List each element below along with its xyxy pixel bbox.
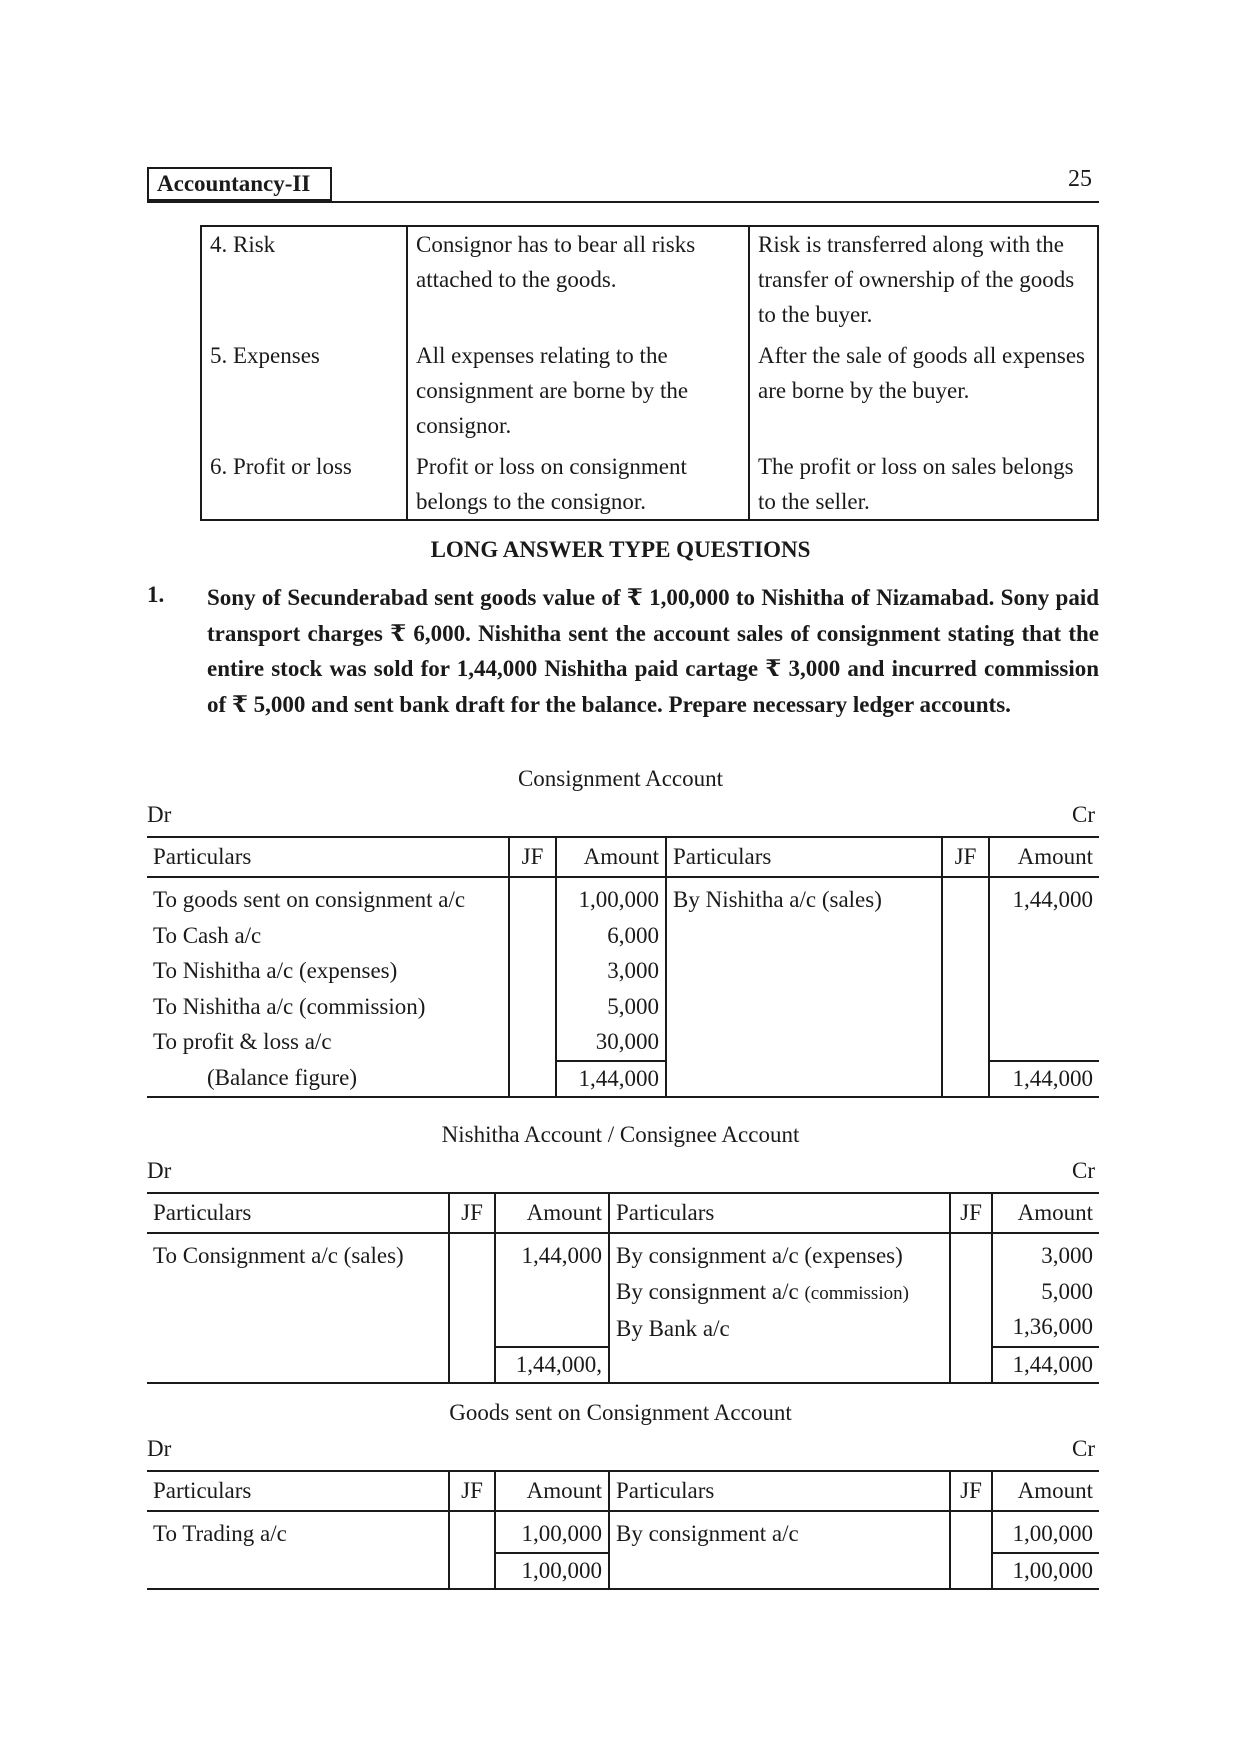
dr-label: Dr <box>147 1436 172 1461</box>
debit-jf <box>509 877 556 1061</box>
credit-amounts <box>989 877 1099 1061</box>
comparison-point: 6. Profit or loss <box>201 449 407 520</box>
jf-header: JF <box>449 1471 495 1511</box>
credit-jf <box>942 877 989 1061</box>
ledger-entry-suffix: (commission) <box>804 1282 909 1304</box>
total-spacer <box>609 1553 950 1589</box>
ledger-entry: By consignment a/c (expenses) <box>616 1243 903 1268</box>
ledger-amount: 1,00,000 <box>521 1521 602 1546</box>
total-jf <box>942 1061 989 1097</box>
goods-account-table <box>147 1470 1099 1590</box>
debit-total: 1,44,000, <box>495 1347 609 1383</box>
page-number: 25 <box>1068 166 1092 192</box>
ledger-amount: 1,44,000 <box>1012 887 1093 912</box>
ledger-amount: 1,44,000 <box>521 1243 602 1268</box>
credit-particulars <box>609 1233 950 1347</box>
debit-particulars <box>147 1233 449 1347</box>
ledger-title: Goods sent on Consignment Account <box>449 1400 792 1425</box>
particulars-header: Particulars <box>147 837 509 877</box>
ledger-amount: 1,00,000 <box>578 887 659 912</box>
total-jf <box>509 1061 556 1097</box>
ledger-amount: 30,000 <box>595 1029 659 1054</box>
particulars-header: Particulars <box>609 1193 950 1233</box>
ledger-amount: 1,00,000 <box>1012 1521 1093 1546</box>
ledger-entry: To Nishitha a/c (expenses) <box>153 958 398 983</box>
balance-note: (Balance figure) <box>147 1061 509 1097</box>
cr-label: Cr <box>1072 802 1095 827</box>
ledger-entry-text: By consignment a/c <box>616 1278 799 1304</box>
comparison-row <box>201 449 1098 520</box>
question-text: Sony of Secunderabad sent goods value of ₹ 1,00,000 to Nishitha of Nizamabad. Sony paid transport charges ₹ 6,000. Nishitha sent the account sales of consignment stating that the entire stock was sold for 1,44,000 Nishitha paid cartage ₹ 3,000 and incurred commission of ₹ 5,000 and sent bank draft for the balance. Prepare necessary ledger accounts. <box>207 585 1099 717</box>
credit-jf <box>950 1233 992 1347</box>
comparison-sale: After the sale of goods all expenses are borne by the buyer. <box>749 338 1098 449</box>
total-spacer <box>609 1347 950 1383</box>
consignment-account-table <box>147 836 1099 1098</box>
credit-total: 1,44,000 <box>992 1347 1099 1383</box>
ledger-amount: 6,000 <box>607 922 659 948</box>
credit-amounts <box>992 1511 1099 1553</box>
amount-header: Amount <box>556 837 666 877</box>
debit-amounts <box>495 1511 609 1553</box>
cr-label: Cr <box>1072 1158 1095 1183</box>
debit-jf <box>449 1511 495 1553</box>
credit-particulars <box>609 1511 950 1553</box>
comparison-consignment: All expenses relating to the consignment are borne by the consignor. <box>407 338 749 449</box>
particulars-header: Particulars <box>666 837 942 877</box>
particulars-header: Particulars <box>147 1193 449 1233</box>
ledger-entry: To profit & loss a/c <box>153 1029 332 1054</box>
ledger-amount: 1,36,000 <box>1012 1314 1093 1339</box>
dr-label: Dr <box>147 802 172 827</box>
amount-header: Amount <box>989 837 1099 877</box>
jf-header: JF <box>509 837 556 877</box>
total-jf <box>449 1347 495 1383</box>
credit-particulars <box>666 877 942 1061</box>
debit-total: 1,00,000 <box>495 1553 609 1589</box>
total-jf <box>950 1553 992 1589</box>
debit-jf <box>449 1233 495 1347</box>
debit-total: 1,44,000 <box>556 1061 666 1097</box>
amount-header: Amount <box>495 1471 609 1511</box>
ledger-entry: To goods sent on consignment a/c <box>153 887 466 912</box>
jf-header: JF <box>449 1193 495 1233</box>
particulars-header: Particulars <box>609 1471 950 1511</box>
ledger-entry: To Consignment a/c (sales) <box>153 1243 404 1268</box>
comparison-sale: Risk is transferred along with the transfer of ownership of the goods to the buyer. <box>749 226 1098 338</box>
jf-header: JF <box>942 837 989 877</box>
credit-total: 1,00,000 <box>992 1553 1099 1589</box>
ledger-amount: 5,000 <box>607 993 659 1019</box>
section-title: LONG ANSWER TYPE QUESTIONS <box>430 537 811 562</box>
debit-amounts <box>495 1233 609 1347</box>
credit-amounts <box>992 1233 1099 1347</box>
header-rule <box>147 201 1099 203</box>
comparison-row <box>201 226 1098 338</box>
ledger-title: Consignment Account <box>517 766 724 791</box>
comparison-row <box>201 338 1098 449</box>
debit-amounts <box>556 877 666 1061</box>
book-title: Accountancy-II <box>147 167 332 201</box>
ledger-amount: 3,000 <box>607 958 659 983</box>
particulars-header: Particulars <box>147 1471 449 1511</box>
comparison-table <box>200 225 1099 521</box>
total-jf <box>950 1347 992 1383</box>
total-spacer <box>666 1061 942 1097</box>
total-spacer <box>147 1553 449 1589</box>
ledger-entry: By Bank a/c <box>616 1316 730 1341</box>
cr-label: Cr <box>1072 1436 1095 1461</box>
ledger-entry: To Trading a/c <box>153 1521 287 1546</box>
ledger-title: Nishitha Account / Consignee Account <box>441 1122 800 1147</box>
ledger-entry: To Nishitha a/c (commission) <box>153 993 426 1019</box>
amount-header: Amount <box>992 1193 1099 1233</box>
credit-total: 1,44,000 <box>989 1061 1099 1097</box>
comparison-point: 5. Expenses <box>201 338 407 449</box>
credit-jf <box>950 1511 992 1553</box>
nishitha-account-table <box>147 1192 1099 1384</box>
question-number: 1. <box>147 582 165 607</box>
debit-particulars <box>147 1511 449 1553</box>
ledger-amount: 5,000 <box>1041 1278 1093 1304</box>
comparison-consignment: Consignor has to bear all risks attached to the goods. <box>407 226 749 338</box>
jf-header: JF <box>950 1471 992 1511</box>
comparison-consignment: Profit or loss on consignment belongs to the consignor. <box>407 449 749 520</box>
total-spacer <box>147 1347 449 1383</box>
comparison-point: 4. Risk <box>201 226 407 338</box>
ledger-entry: To Cash a/c <box>153 922 262 948</box>
ledger-entry: By consignment a/c <box>616 1521 799 1546</box>
ledger-entry <box>616 1274 943 1312</box>
ledger-entry: By Nishitha a/c (sales) <box>673 887 882 912</box>
jf-header: JF <box>950 1193 992 1233</box>
total-jf <box>449 1553 495 1589</box>
comparison-sale: The profit or loss on sales belongs to the seller. <box>749 449 1098 520</box>
amount-header: Amount <box>495 1193 609 1233</box>
amount-header: Amount <box>992 1471 1099 1511</box>
dr-label: Dr <box>147 1158 172 1183</box>
ledger-amount: 3,000 <box>1041 1243 1093 1268</box>
debit-particulars <box>147 877 509 1061</box>
